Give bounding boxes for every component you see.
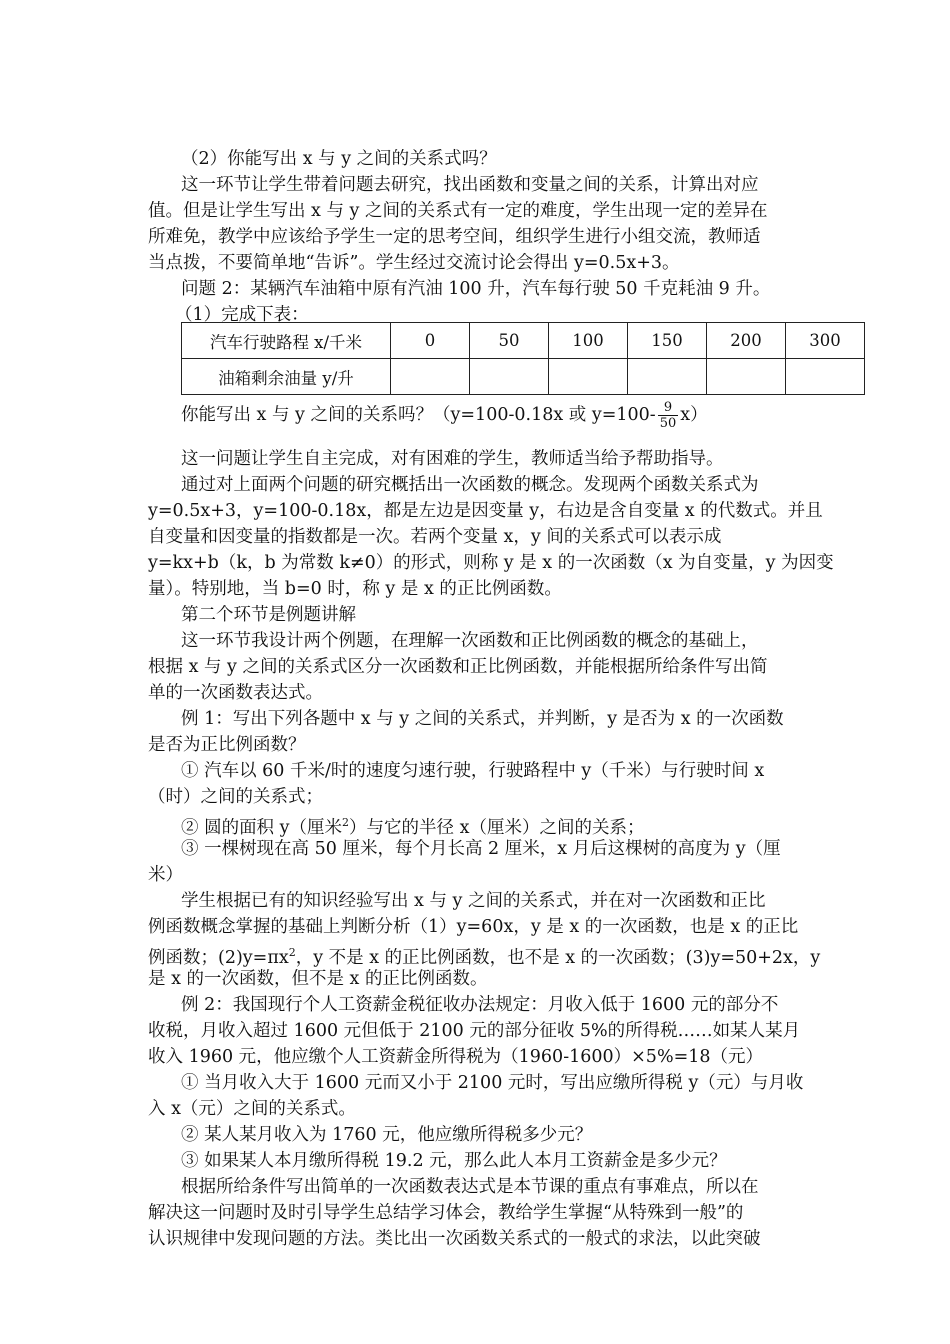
- text-line: 收入 1960 元，他应缴个人工资薪金所得税为（1960-1600）×5%=18（元）: [148, 1047, 764, 1067]
- superscript: 2: [288, 946, 296, 959]
- table-cell: 油箱剩余油量 y/升: [182, 359, 391, 395]
- table-cell: [628, 359, 707, 395]
- text-line: 认识规律中发现问题的方法。类比出一次函数关系式的一般式的求法，以此突破: [148, 1229, 761, 1249]
- text-line: 通过对上面两个问题的研究概括出一次函数的概念。发现两个函数关系式为: [181, 475, 759, 495]
- text-line: 所难免，教学中应该给予学生一定的思考空间，组织学生进行小组交流，教师适: [148, 227, 761, 247]
- text-line: 根据 x 与 y 之间的关系式区分一次函数和正比例函数，并能根据所给条件写出简: [148, 657, 768, 677]
- table-cell: [786, 359, 865, 395]
- fraction-numerator: 9: [658, 400, 679, 416]
- text-line: 自变量和因变量的指数都是一次。若两个变量 x，y 间的关系式可以表示成: [148, 527, 722, 547]
- text-line: 单的一次函数表达式。: [148, 683, 323, 703]
- text-line: 这一环节我设计两个例题，在理解一次函数和正比例函数的概念的基础上，: [181, 631, 759, 651]
- text-line: 这一问题让学生自主完成，对有困难的学生，教师适当给予帮助指导。: [181, 449, 724, 469]
- table-cell: [549, 359, 628, 395]
- text-span: x）: [680, 405, 708, 425]
- text-span: ，y 不是 x 的正比例函数，也不是 x 的一次函数；(3)y=50+2x，y: [295, 947, 821, 968]
- text-line: 根据所给条件写出简单的一次函数表达式是本节课的重点有事难点，所以在: [181, 1177, 759, 1197]
- table-row: [182, 359, 865, 395]
- text-line: 学生根据已有的知识经验写出 x 与 y 之间的关系式，并在对一次函数和正比: [181, 891, 766, 911]
- table-cell: [470, 359, 549, 395]
- text-span: 你能写出 x 与 y 之间的关系吗？（y=100-0.18x 或 y=100-: [181, 405, 656, 425]
- text-line: 米）: [148, 865, 183, 885]
- text-line: y=kx+b（k，b 为常数 k≠0）的形式，则称 y 是 x 的一次函数（x 为自变量，y 为因变: [148, 553, 834, 573]
- table-cell: 300: [786, 323, 865, 359]
- text-line: 当点拨，不要简单地“告诉”。学生经过交流讨论会得出 y=0.5x+3。: [148, 253, 680, 273]
- table-cell: 50: [470, 323, 549, 359]
- text-span: ）与它的半径 x（厘米）之间的关系；: [349, 817, 645, 838]
- text-line: [181, 400, 708, 431]
- text-line: 收税，月收入超过 1600 元但低于 2100 元的部分征收 5%的所得税……如某人某月: [148, 1021, 801, 1041]
- text-line: ③ 如果某人本月缴所得税 19.2 元，那么此人本月工资薪金是多少元？: [181, 1151, 727, 1171]
- table-cell: 0: [391, 323, 470, 359]
- text-line: 量）。特别地，当 b=0 时，称 y 是 x 的正比例函数。: [148, 579, 562, 599]
- fraction: [658, 400, 679, 431]
- table-row: [182, 323, 865, 359]
- fraction-denominator: 50: [659, 416, 677, 431]
- text-line: 例函数概念掌握的基础上判断分析（1）y=60x，y 是 x 的一次函数，也是 x 的正比: [148, 917, 799, 937]
- text-line: 值。但是让学生写出 x 与 y 之间的关系式有一定的难度，学生出现一定的差异在: [148, 201, 768, 221]
- text-line: （1）完成下表：: [175, 305, 309, 325]
- text-line: ② 某人某月收入为 1760 元，他应缴所得税多少元？: [181, 1125, 593, 1145]
- data-table: [181, 322, 865, 395]
- text-span: 例函数；(2)y=πx: [148, 947, 289, 968]
- text-line: （时）之间的关系式；: [148, 787, 323, 807]
- table-cell: 150: [628, 323, 707, 359]
- text-line: 问题 2：某辆汽车油箱中原有汽油 100 升，汽车每行驶 50 千克耗油 9 升。: [181, 279, 771, 299]
- text-line: 是 x 的一次函数，但不是 x 的正比例函数。: [148, 969, 488, 989]
- table-cell: 100: [549, 323, 628, 359]
- text-line: 第二个环节是例题讲解: [181, 605, 356, 625]
- table-cell: 200: [707, 323, 786, 359]
- text-line: 这一环节让学生带着问题去研究，找出函数和变量之间的关系，计算出对应: [181, 175, 759, 195]
- text-line: （2）你能写出 x 与 y 之间的关系式吗？: [181, 149, 497, 169]
- text-line: 例 1：写出下列各题中 x 与 y 之间的关系式，并判断，y 是否为 x 的一次函数: [181, 709, 784, 729]
- table-cell: [391, 359, 470, 395]
- text-line: ③ 一棵树现在高 50 厘米，每个月长高 2 厘米，x 月后这棵树的高度为 y（厘: [181, 839, 781, 859]
- superscript: 2: [342, 816, 350, 829]
- table-cell: 汽车行驶路程 x/千米: [182, 323, 391, 359]
- text-line: 入 x（元）之间的关系式。: [148, 1099, 356, 1119]
- table-cell: [707, 359, 786, 395]
- text-line: ① 汽车以 60 千米/时的速度匀速行驶，行驶路程中 y（千米）与行驶时间 x: [181, 761, 765, 781]
- text-line: y=0.5x+3，y=100-0.18x，都是左边是因变量 y，右边是含自变量 x 的代数式。并且: [148, 501, 823, 521]
- text-line: 例 2：我国现行个人工资薪金税征收办法规定：月收入低于 1600 元的部分不: [181, 995, 779, 1015]
- text-line: 解决这一问题时及时引导学生总结学习体会，教给学生掌握“从特殊到一般”的: [148, 1203, 744, 1223]
- text-span: ② 圆的面积 y（厘米: [181, 817, 343, 838]
- text-line: ① 当月收入大于 1600 元而又小于 2100 元时，写出应缴所得税 y（元）与月收: [181, 1073, 804, 1093]
- text-line: 是否为正比例函数？: [148, 735, 306, 755]
